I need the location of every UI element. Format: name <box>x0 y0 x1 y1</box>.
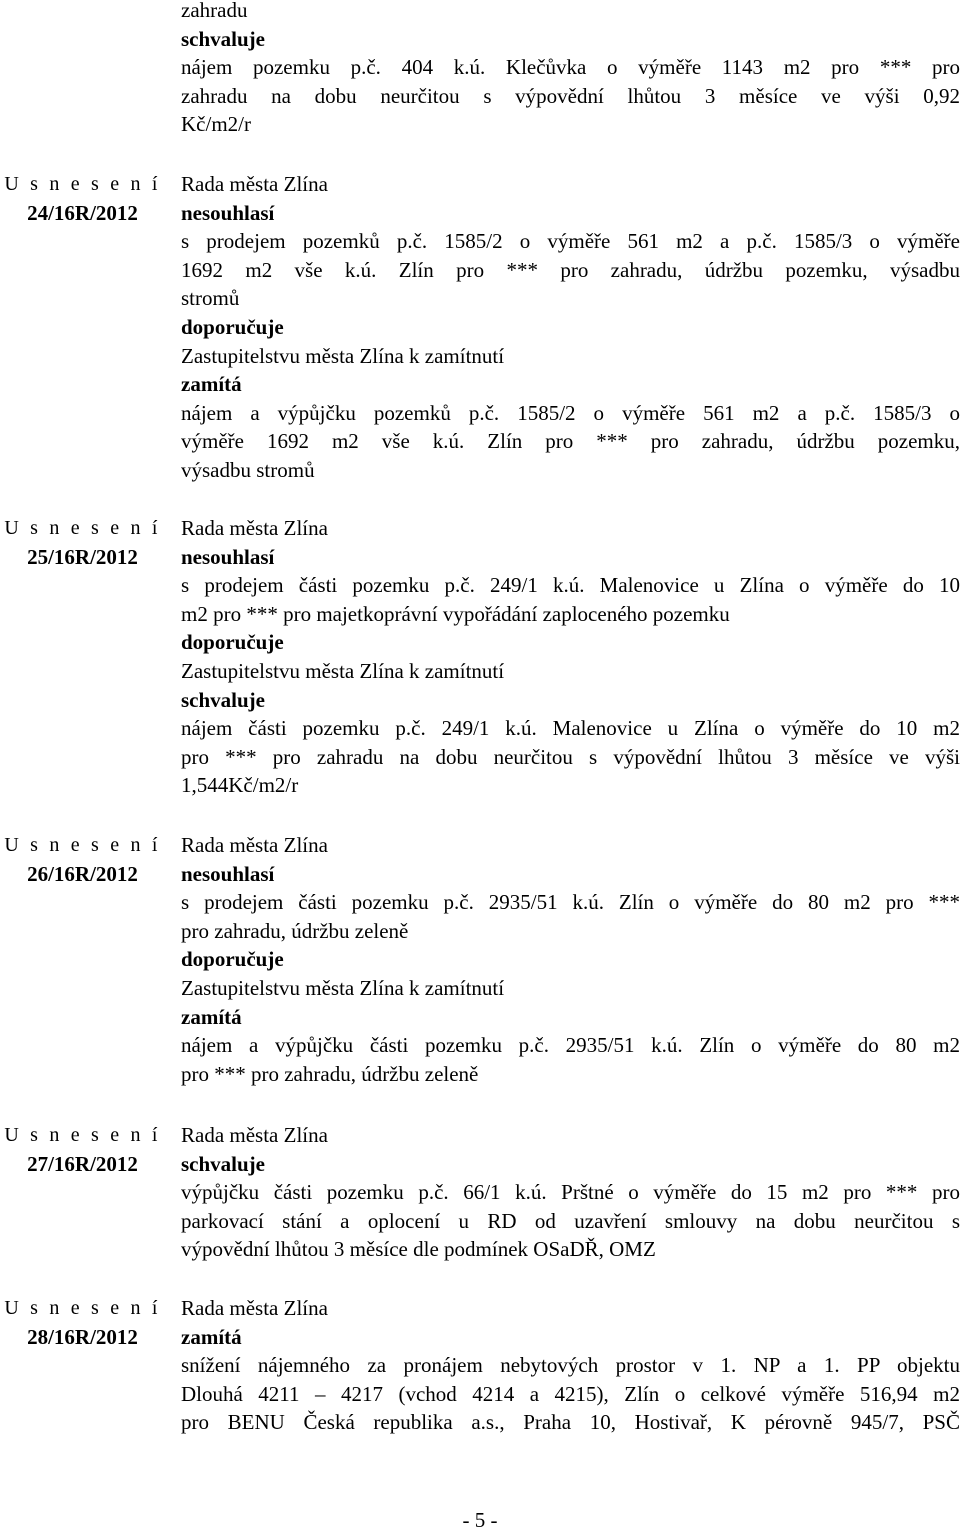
resolution-text-line: nájem a výpůjčku pozemků p.č. 1585/2 o výměře 561 m2 a p.č. 1585/3 o <box>181 400 960 425</box>
resolution-text-line: m2 pro *** pro majetkoprávní vypořádání zaploceného pozemku <box>181 601 730 626</box>
resolution-text-line: Rada města Zlína <box>181 1296 328 1320</box>
resolution-body <box>181 831 960 1088</box>
resolution-text-line: Zastupitelstvu města Zlína k zamítnutí <box>181 658 505 683</box>
resolution-number: 25/16R/2012 <box>27 544 138 569</box>
resolution-heading: U s n e s e n í <box>4 1297 161 1319</box>
resolution-text-line: Rada města Zlína <box>181 172 328 196</box>
resolution-text-line: pro zahradu, údržbu zeleně <box>181 918 409 943</box>
resolution-body <box>181 514 960 800</box>
resolution-heading: U s n e s e n í <box>4 834 161 856</box>
resolution-text-line: nájem části pozemku p.č. 249/1 k.ú. Malenovice u Zlína o výměře do 10 m2 <box>181 716 960 741</box>
decision-verb: nesouhlasí <box>181 544 275 569</box>
resolution-text-line: pro BENU Česká republika a.s., Praha 10, Hostivař, K pérovně 945/7, PSČ <box>181 1410 960 1435</box>
resolution-label <box>0 170 165 227</box>
resolution-label <box>0 1121 165 1178</box>
decision-verb: zamítá <box>181 1324 242 1349</box>
decision-verb: nesouhlasí <box>181 200 275 225</box>
decision-verb: schvaluje <box>181 26 265 51</box>
resolution-heading: U s n e s e n í <box>4 173 161 195</box>
resolution-text-line: Kč/m2/r <box>181 112 251 137</box>
resolution-text-line: zahradu na dobu neurčitou s výpovědní lhůtou 3 měsíce ve výši 0,92 <box>181 83 960 108</box>
decision-verb: zamítá <box>181 372 242 397</box>
resolution-text-line: Zastupitelstvu města Zlína k zamítnutí <box>181 343 505 368</box>
resolution-text-line: nájem pozemku p.č. 404 k.ú. Klečůvka o výměře 1143 m2 pro *** pro <box>181 55 960 80</box>
resolution-number: 28/16R/2012 <box>27 1324 138 1349</box>
resolution-body <box>181 170 960 485</box>
resolution-heading: U s n e s e n í <box>4 517 161 539</box>
resolution-heading: U s n e s e n í <box>4 1124 161 1146</box>
resolution-body <box>181 1294 960 1437</box>
decision-verb: nesouhlasí <box>181 861 275 886</box>
resolution-number: 24/16R/2012 <box>27 200 138 225</box>
decision-verb: zamítá <box>181 1004 242 1029</box>
resolution-number: 27/16R/2012 <box>27 1151 138 1176</box>
decision-verb: doporučuje <box>181 630 284 655</box>
resolution-text-line: výsadbu stromů <box>181 457 315 482</box>
resolution-text-line: 1692 m2 vše k.ú. Zlín pro *** pro zahradu, údržbu pozemku, výsadbu <box>181 257 960 282</box>
resolution-number: 26/16R/2012 <box>27 861 138 886</box>
resolution-text-line: s prodejem části pozemku p.č. 249/1 k.ú. Malenovice u Zlína o výměře do 10 <box>181 573 960 598</box>
resolution-label <box>0 831 165 888</box>
resolution-text-line: snížení nájemného za pronájem nebytových prostor v 1. NP a 1. PP objektu <box>181 1353 960 1378</box>
continued-resolution-text <box>181 0 960 139</box>
resolution-text-line: s prodejem pozemků p.č. 1585/2 o výměře 561 m2 a p.č. 1585/3 o výměře <box>181 229 960 254</box>
resolution-text-line: Rada města Zlína <box>181 833 328 857</box>
resolution-text-line: pro *** pro zahradu, údržbu zeleně <box>181 1061 479 1086</box>
resolution-text-line: Zastupitelstvu města Zlína k zamítnutí <box>181 975 505 1000</box>
resolution-text-line: 1,544Kč/m2/r <box>181 773 299 798</box>
decision-verb: schvaluje <box>181 687 265 712</box>
decision-verb: schvaluje <box>181 1151 265 1176</box>
resolution-text-line: výměře 1692 m2 vše k.ú. Zlín pro *** pro zahradu, údržbu pozemku, <box>181 429 960 454</box>
resolution-text-line: s prodejem části pozemku p.č. 2935/51 k.ú. Zlín o výměře do 80 m2 pro *** <box>181 890 960 915</box>
resolution-text-line: Rada města Zlína <box>181 1123 328 1147</box>
resolution-label <box>0 514 165 571</box>
resolution-text-line: stromů <box>181 286 240 311</box>
resolution-text-line: pro *** pro zahradu na dobu neurčitou s výpovědní lhůtou 3 měsíce ve výši <box>181 744 960 769</box>
resolution-text-line: Dlouhá 4211 – 4217 (vchod 4214 a 4215), Zlín o celkové výměře 516,94 m2 <box>181 1381 960 1406</box>
decision-verb: doporučuje <box>181 314 284 339</box>
resolution-text-line: výpovědní lhůtou 3 měsíce dle podmínek OSaDŘ, OMZ <box>181 1237 656 1262</box>
resolution-body <box>181 1121 960 1264</box>
page-number: - 5 - <box>462 1508 498 1532</box>
resolution-label <box>0 1294 165 1351</box>
resolution-text-line: zahradu <box>181 0 248 22</box>
decision-verb: doporučuje <box>181 947 284 972</box>
resolution-text-line: nájem a výpůjčku části pozemku p.č. 2935/51 k.ú. Zlín o výměře do 80 m2 <box>181 1033 960 1058</box>
resolution-text-line: parkovací stání a oplocení u RD od uzavření smlouvy na dobu neurčitou s <box>181 1208 960 1233</box>
resolution-text-line: Rada města Zlína <box>181 516 328 540</box>
resolution-text-line: výpůjčku části pozemku p.č. 66/1 k.ú. Prštné o výměře do 15 m2 pro *** pro <box>181 1180 960 1205</box>
